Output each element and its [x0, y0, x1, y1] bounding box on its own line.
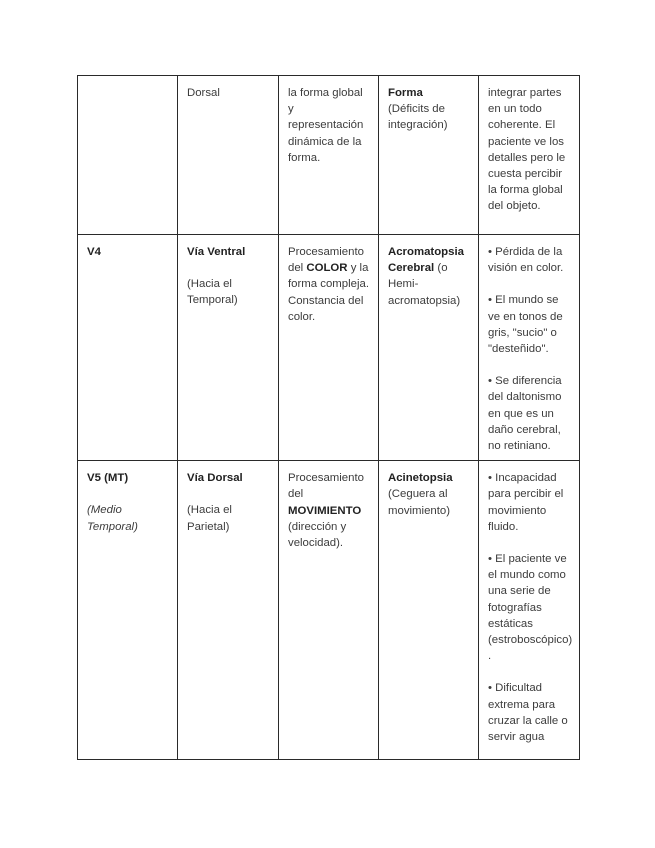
cell-symptoms — [479, 76, 580, 235]
cell-process — [279, 461, 379, 760]
cell-area — [78, 76, 178, 235]
visual-areas-table — [77, 75, 580, 760]
table-row — [78, 76, 580, 235]
symptom-item: • Dificultad extrema para cruzar la calle o servir agua — [488, 682, 568, 744]
process-line: dinámica de la — [288, 135, 362, 148]
area-note: (Medio Temporal) — [87, 504, 138, 533]
cell-disorder — [379, 76, 479, 235]
process-pre: Procesamiento del — [288, 246, 364, 275]
disorder-name: Acromatopsia Cerebral — [388, 246, 464, 275]
cell-symptoms — [479, 235, 580, 461]
symptom-item: • El paciente ve el mundo como una serie de fotografías estáticas (estroboscópico). — [488, 553, 573, 663]
via-name: Vía Dorsal — [187, 472, 243, 485]
process-pre: Procesamiento del — [288, 472, 364, 501]
cell-area — [78, 235, 178, 461]
cell-area — [78, 461, 178, 760]
process-line: la forma global — [288, 87, 363, 99]
cell-symptoms — [479, 461, 580, 760]
process-post: (dirección y velocidad). — [288, 520, 347, 550]
symptom-item: • El mundo se ve en tonos de gris, "sucio" o "desteñido". — [488, 294, 563, 356]
symptom-item: • Pérdida de la visión en color. — [488, 246, 564, 275]
symptom-item: • Incapacidad para percibir el movimiento fluido. — [488, 472, 564, 533]
cell-via — [178, 76, 279, 235]
process-line: forma. — [288, 151, 321, 164]
disorder-note: (Ceguera al movimiento) — [388, 488, 451, 517]
disorder-note: (Déficits de integración) — [388, 103, 448, 132]
via-note: (Hacia el Parietal) — [187, 504, 232, 533]
cell-via — [178, 235, 279, 461]
process-keyword: COLOR — [306, 262, 348, 275]
cell-disorder — [379, 235, 479, 461]
disorder-note: (o Hemi-acromatopsia) — [388, 262, 461, 307]
symptom-item: • Se diferencia del daltonismo en que es un daño cerebral, no retiniano. — [488, 375, 562, 453]
via-note: (Hacia el Temporal) — [187, 278, 238, 307]
process-line: y representación — [288, 103, 364, 132]
cell-process — [279, 76, 379, 235]
cell-via — [178, 461, 279, 760]
table-row — [78, 461, 580, 760]
via-name: Vía Ventral — [187, 246, 246, 258]
cell-process — [279, 235, 379, 461]
area-name: V5 (MT) — [87, 472, 129, 485]
area-name: V4 — [87, 246, 101, 258]
cell-disorder — [379, 461, 479, 760]
disorder-name: Acinetopsia — [388, 472, 453, 485]
process-keyword: MOVIMIENTO — [288, 504, 362, 517]
symptom-text: integrar partes en un todo coherente. El paciente ve los detalles pero le cuesta percibir la forma global del objeto. — [488, 87, 566, 213]
disorder-name: Forma — [388, 87, 423, 99]
via-text: Dorsal — [187, 87, 220, 99]
process-post: y la forma compleja. Constancia del color. — [288, 262, 370, 323]
table-row — [78, 235, 580, 461]
